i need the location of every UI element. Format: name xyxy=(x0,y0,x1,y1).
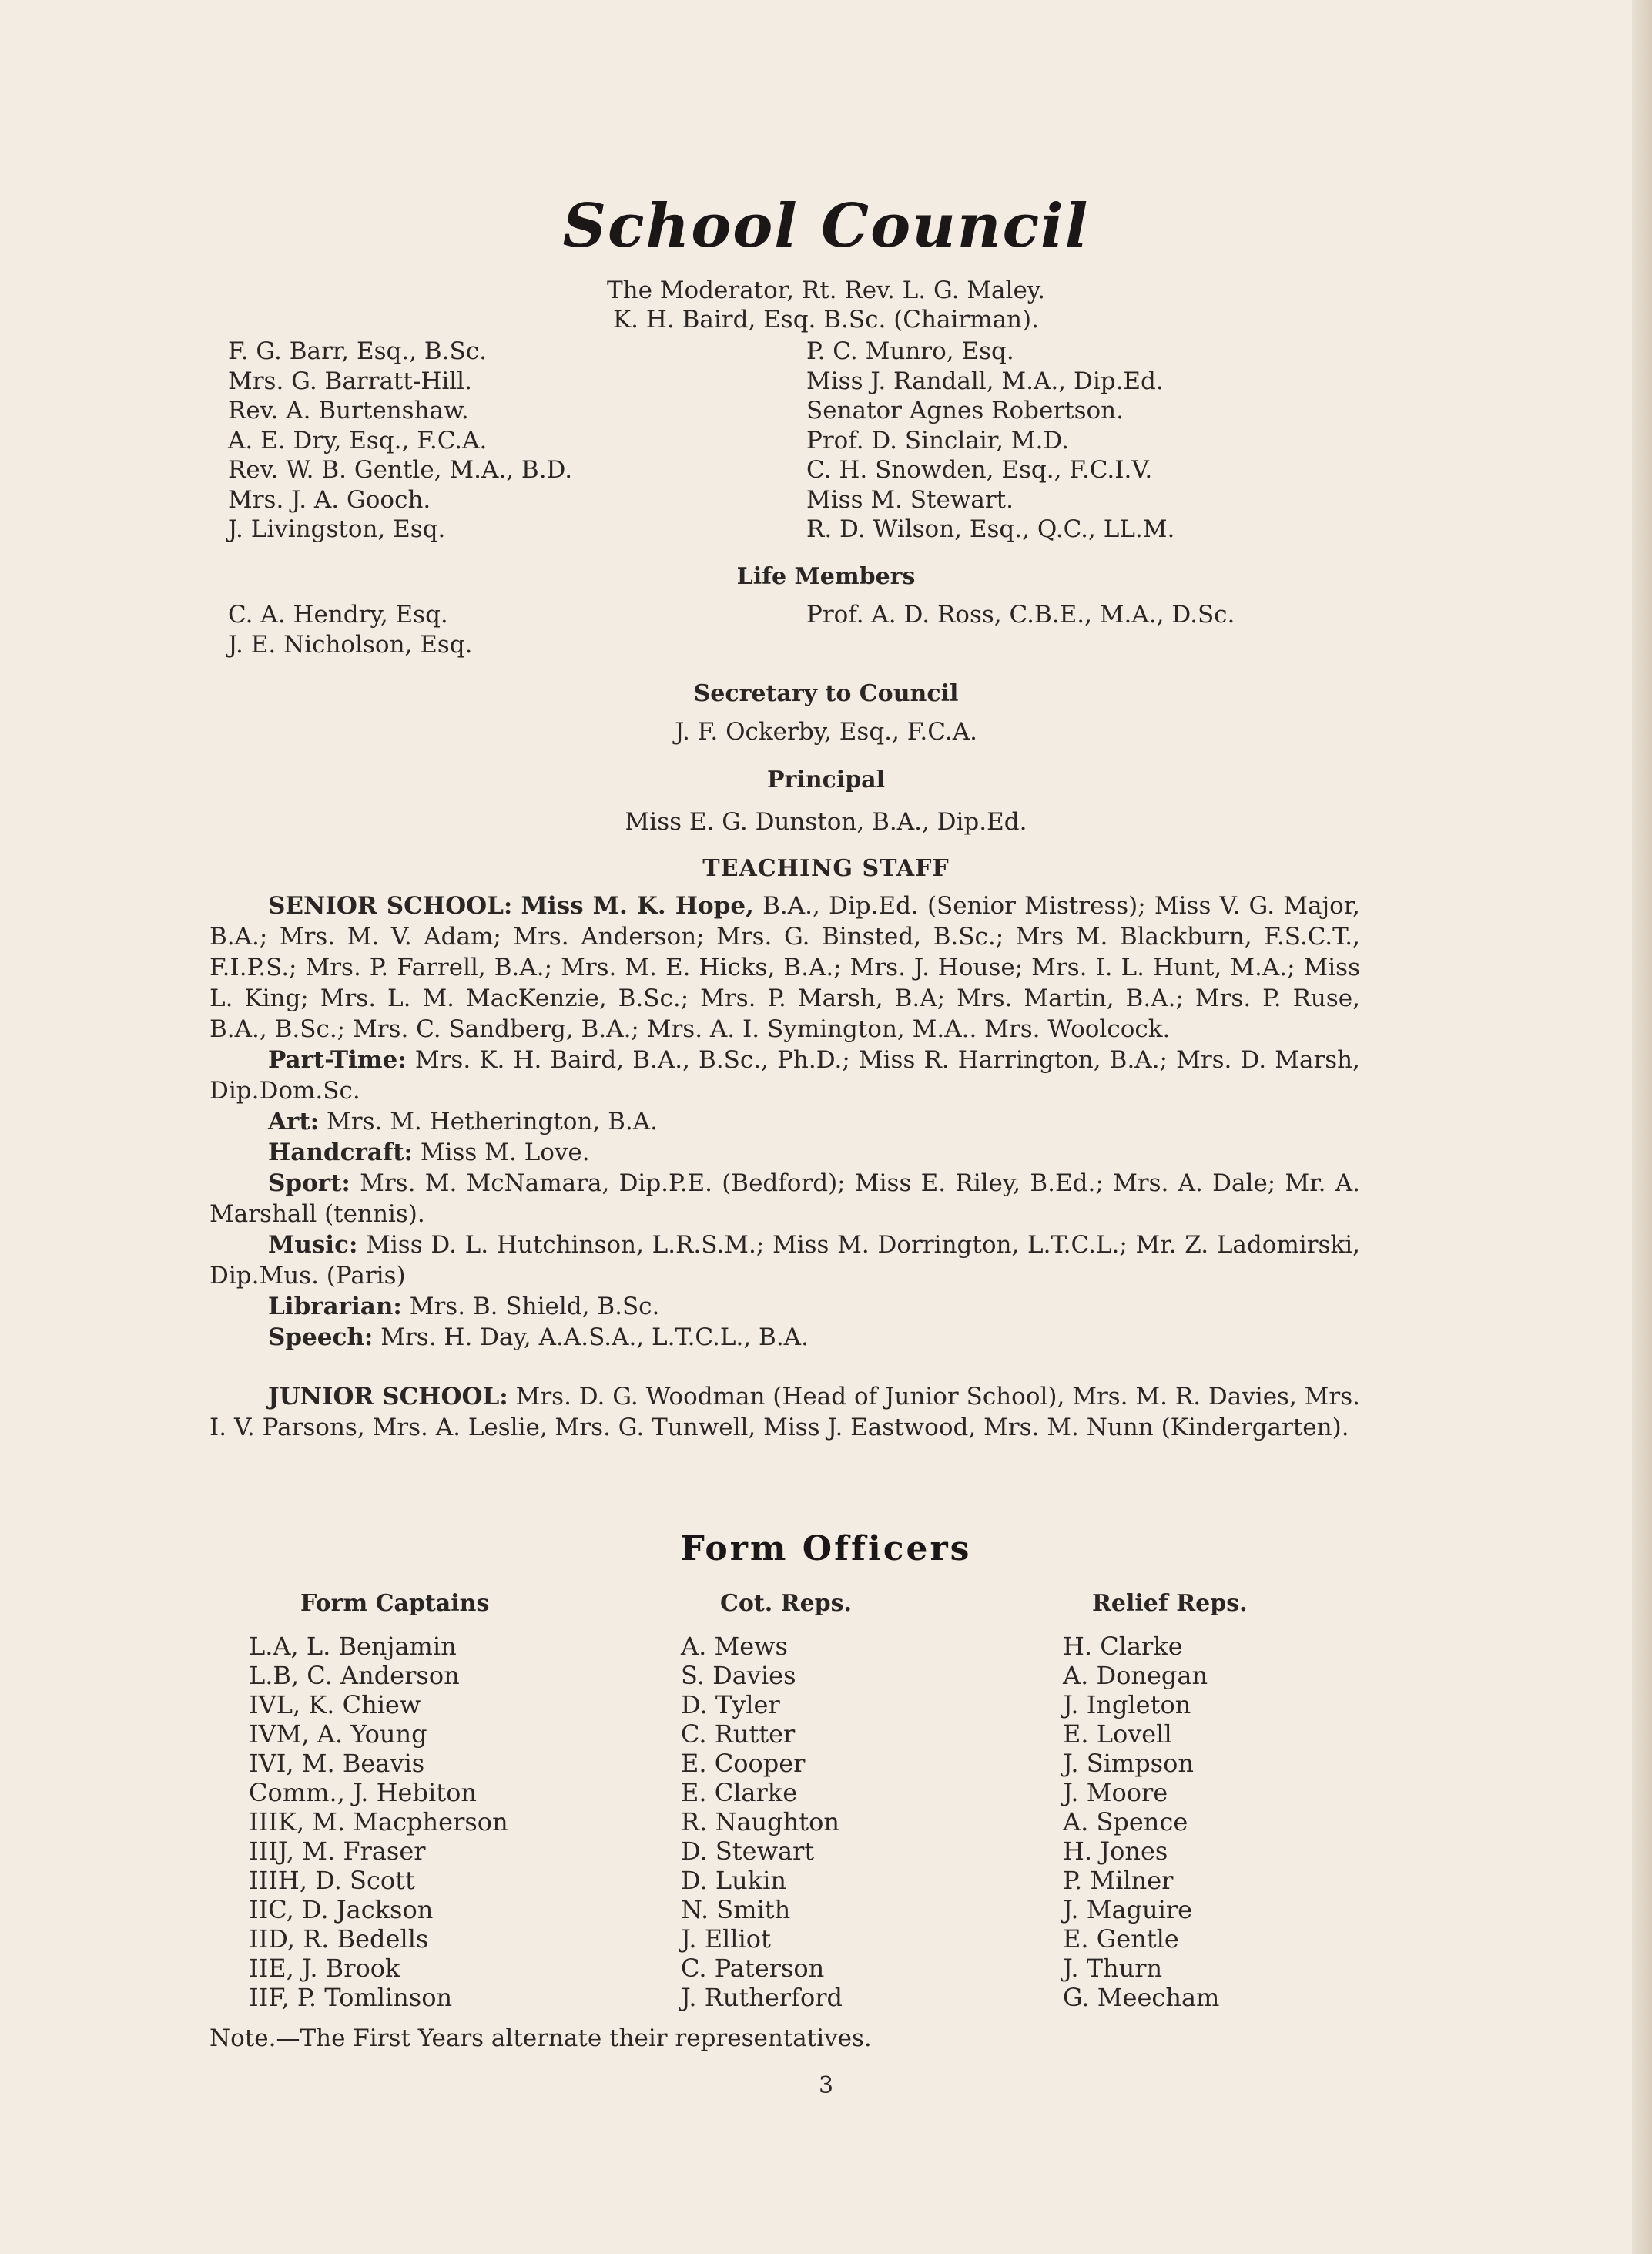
art-text: Mrs. M. Hetherington, B.A. xyxy=(327,1108,658,1135)
cot-rep-item: D. Tyler xyxy=(681,1690,780,1719)
form-captains-list xyxy=(249,1632,508,2012)
council-member: Senator Agnes Robertson. xyxy=(806,397,1124,424)
relief-rep-item: A. Spence xyxy=(1063,1807,1188,1836)
teaching-staff-junior xyxy=(209,1381,1360,1443)
council-member: Rev. A. Burtenshaw. xyxy=(228,397,469,424)
form-captain-item: IIIK, M. Macpherson xyxy=(249,1807,508,1836)
council-member: Prof. D. Sinclair, M.D. xyxy=(806,426,1069,454)
cot-rep-item: E. Clarke xyxy=(681,1778,798,1807)
teaching-staff-senior xyxy=(209,891,1360,1353)
life-members-right xyxy=(806,600,1235,630)
librarian-text: Mrs. B. Shield, B.Sc. xyxy=(409,1293,660,1320)
council-member: R. D. Wilson, Esq., Q.C., LL.M. xyxy=(806,515,1175,543)
council-member: F. G. Barr, Esq., B.Sc. xyxy=(228,337,487,365)
life-member: J. E. Nicholson, Esq. xyxy=(228,630,473,659)
cot-rep-item: D. Stewart xyxy=(681,1836,815,1866)
relief-reps-list xyxy=(1063,1632,1219,2012)
form-captain-item: IVL, K. Chiew xyxy=(249,1690,421,1719)
relief-rep-item: H. Clarke xyxy=(1063,1632,1183,1661)
principal-heading: Principal xyxy=(766,766,886,793)
form-captain-item: L.B, C. Anderson xyxy=(249,1661,460,1690)
relief-reps-heading: Relief Reps. xyxy=(1092,1590,1248,1617)
relief-rep-item: E. Gentle xyxy=(1063,1924,1179,1954)
cot-rep-item: J. Rutherford xyxy=(681,1983,843,2012)
cot-rep-item: C. Rutter xyxy=(681,1719,796,1749)
junior-school-text: Mrs. D. G. Woodman (Head of Junior School), Mrs. M. R. Davies, Mrs. I. V. Parsons, Mrs. A. Leslie, Mrs. G. Tunwell, Miss J. Eastwood, Mrs. M. Nunn (Kindergarten). xyxy=(209,1383,1360,1441)
speech-label: Speech: xyxy=(268,1323,374,1351)
teaching-staff-heading: TEACHING STAFF xyxy=(702,855,950,882)
relief-rep-item: E. Lovell xyxy=(1063,1719,1172,1749)
council-member: Rev. W. B. Gentle, M.A., B.D. xyxy=(228,456,573,484)
part-time-label: Part-Time: xyxy=(268,1046,407,1074)
relief-rep-item: J. Moore xyxy=(1063,1778,1168,1807)
handcraft-text: Miss M. Love. xyxy=(420,1139,590,1166)
council-member: Mrs. J. A. Gooch. xyxy=(228,485,431,514)
form-captain-item: IIC, D. Jackson xyxy=(249,1895,434,1924)
council-member: J. Livingston, Esq. xyxy=(228,515,446,543)
cot-reps-heading: Cot. Reps. xyxy=(720,1590,852,1617)
council-member: P. C. Munro, Esq. xyxy=(806,337,1014,365)
council-member: Mrs. G. Barratt-Hill. xyxy=(228,367,472,395)
form-captain-item: IIF, P. Tomlinson xyxy=(249,1983,453,2012)
moderator-line: The Moderator, Rt. Rev. L. G. Maley. xyxy=(606,277,1046,304)
form-captains-heading: Form Captains xyxy=(300,1590,490,1617)
junior-school-label: JUNIOR SCHOOL: xyxy=(268,1383,508,1410)
librarian-label: Librarian: xyxy=(268,1293,402,1320)
form-captain-item: IID, R. Bedells xyxy=(249,1924,429,1954)
part-time-text: Mrs. K. H. Baird, B.A., B.Sc., Ph.D.; Miss R. Harrington, B.A.; Mrs. D. Marsh, Dip.Dom.Sc. xyxy=(209,1046,1360,1105)
life-member: Prof. A. D. Ross, C.B.E., M.A., D.Sc. xyxy=(806,601,1235,629)
form-officers-title: Form Officers xyxy=(680,1529,972,1568)
form-captain-item: IVM, A. Young xyxy=(249,1719,427,1749)
secretary-name: J. F. Ockerby, Esq., F.C.A. xyxy=(675,718,977,746)
music-label: Music: xyxy=(268,1231,358,1259)
senior-mistress-name: Miss M. K. Hope, xyxy=(521,892,754,920)
cot-rep-item: A. Mews xyxy=(681,1632,788,1661)
handcraft-label: Handcraft: xyxy=(268,1139,413,1166)
form-captain-item: Comm., J. Hebiton xyxy=(249,1778,477,1807)
council-member: Miss J. Randall, M.A., Dip.Ed. xyxy=(806,367,1164,395)
cot-reps-list xyxy=(681,1632,843,2012)
life-member: C. A. Hendry, Esq. xyxy=(228,601,448,629)
council-members-left xyxy=(228,337,572,545)
council-members-right xyxy=(806,337,1174,545)
council-member: A. E. Dry, Esq., F.C.A. xyxy=(228,426,488,454)
art-label: Art: xyxy=(268,1108,320,1135)
senior-school-label: SENIOR SCHOOL: xyxy=(268,892,513,920)
relief-rep-item: J. Simpson xyxy=(1063,1749,1194,1778)
council-member: Miss M. Stewart. xyxy=(806,485,1014,514)
form-captain-item: IIIH, D. Scott xyxy=(249,1866,415,1895)
form-captain-item: IIE, J. Brook xyxy=(249,1954,400,1983)
cot-rep-item: R. Naughton xyxy=(681,1807,839,1836)
page-edge-shadow xyxy=(1632,0,1652,2254)
form-officers-note: Note.—The First Years alternate their representatives. xyxy=(209,2024,872,2052)
life-members-heading: Life Members xyxy=(736,563,916,590)
cot-rep-item: S. Davies xyxy=(681,1661,796,1690)
form-captain-item: L.A, L. Benjamin xyxy=(249,1632,457,1661)
relief-rep-item: G. Meecham xyxy=(1063,1983,1220,2012)
senior-school-text: B.A., Dip.Ed. (Senior Mistress); Miss V. G. Major, B.A.; Mrs. M. V. Adam; Mrs. Anderson; Mrs. G. Binsted, B.Sc.; Mrs M. Blackburn, F.S.C.T., F.I.P.S.; Mrs. P. Farrell, B.A.; Mrs. M. E. Hicks, B.A.; Mrs. J. House; Mrs. I. L. Hunt, M.A.; Miss L. King; Mrs. L. M. MacKenzie, B.Sc.; Mrs. P. Marsh, B.A; Mrs. Martin, B.A.; Mrs. P. Ruse, B.A., B.Sc.; Mrs. C. Sandberg, B.A.; Mrs. A. I. Symington, M.A.. Mrs. Woolcock. xyxy=(209,892,1361,1043)
relief-rep-item: H. Jones xyxy=(1063,1836,1168,1866)
cot-rep-item: C. Paterson xyxy=(681,1954,825,1983)
cot-rep-item: N. Smith xyxy=(681,1895,791,1924)
relief-rep-item: A. Donegan xyxy=(1063,1661,1208,1690)
cot-rep-item: E. Cooper xyxy=(681,1749,806,1778)
cot-rep-item: J. Elliot xyxy=(681,1924,771,1954)
page-number: 3 xyxy=(818,2072,834,2099)
relief-rep-item: J. Maguire xyxy=(1063,1895,1193,1924)
speech-text: Mrs. H. Day, A.A.S.A., L.T.C.L., B.A. xyxy=(380,1323,809,1351)
principal-name: Miss E. G. Dunston, B.A., Dip.Ed. xyxy=(625,808,1027,836)
sport-label: Sport: xyxy=(268,1169,350,1197)
relief-rep-item: J. Thurn xyxy=(1063,1954,1163,1983)
life-members-left xyxy=(228,600,473,659)
sport-text: Mrs. M. McNamara, Dip.P.E. (Bedford); Miss E. Riley, B.Ed.; Mrs. A. Dale; Mr. A. Marshall (tennis). xyxy=(209,1169,1360,1228)
relief-rep-item: J. Ingleton xyxy=(1063,1690,1191,1719)
secretary-heading: Secretary to Council xyxy=(693,680,959,707)
cot-rep-item: D. Lukin xyxy=(681,1866,786,1895)
chairman-line: K. H. Baird, Esq. B.Sc. (Chairman). xyxy=(613,306,1039,334)
form-captain-item: IIIJ, M. Fraser xyxy=(249,1836,426,1866)
relief-rep-item: P. Milner xyxy=(1063,1866,1174,1895)
form-captain-item: IVI, M. Beavis xyxy=(249,1749,425,1778)
council-member: C. H. Snowden, Esq., F.C.I.V. xyxy=(806,456,1153,484)
music-text: Miss D. L. Hutchinson, L.R.S.M.; Miss M. Dorrington, L.T.C.L.; Mr. Z. Ladomirski, Dip.Mus. (Paris) xyxy=(209,1231,1361,1290)
school-council-title: School Council xyxy=(562,191,1090,261)
